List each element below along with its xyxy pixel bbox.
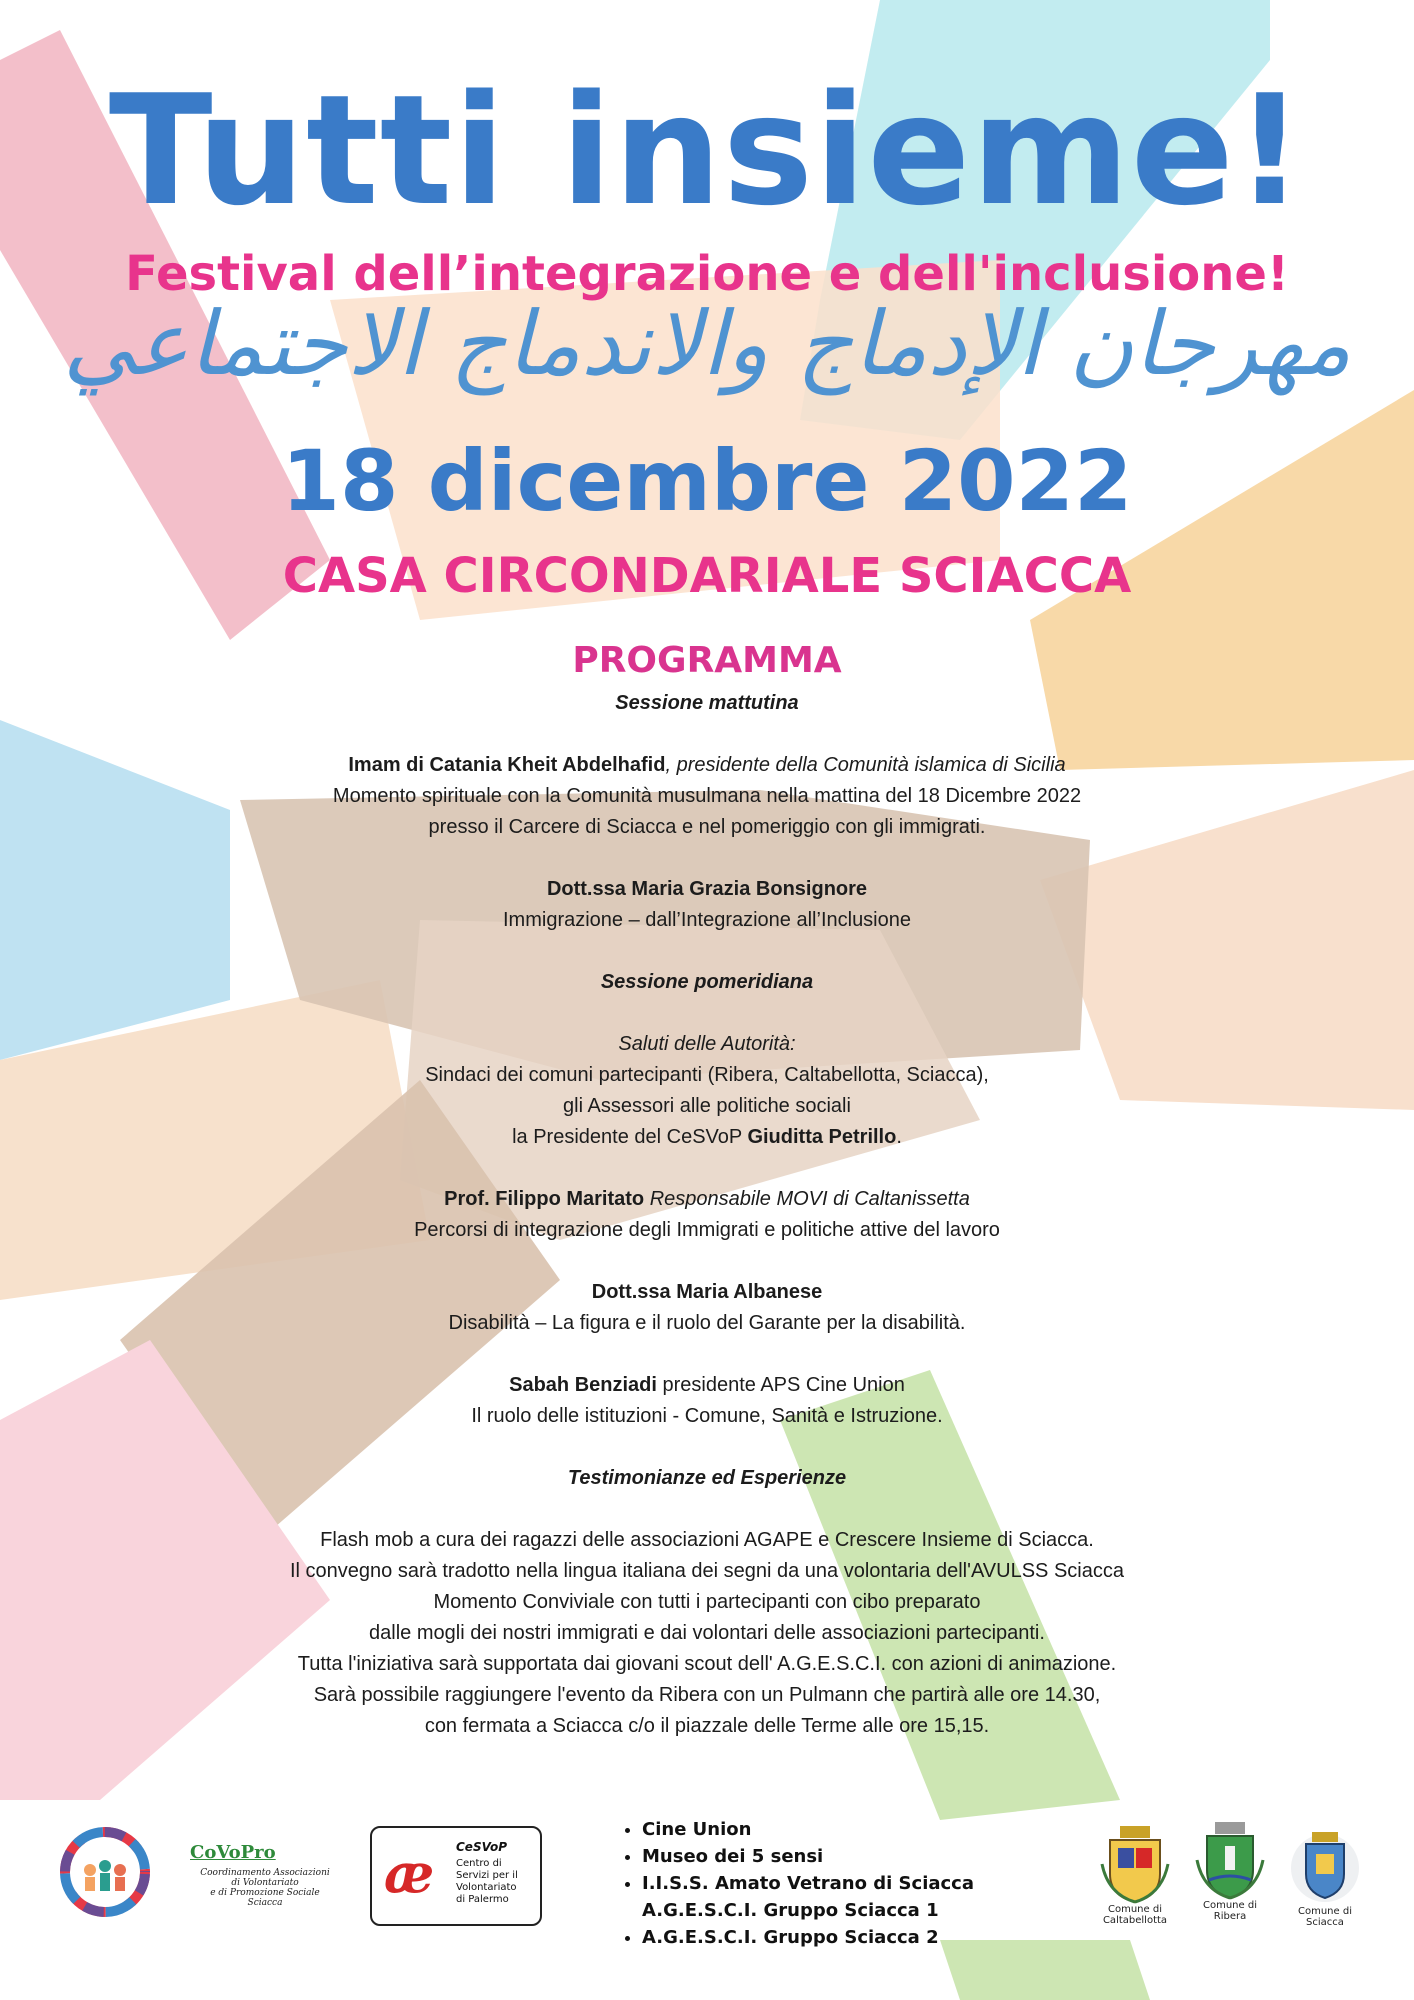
speaker1-line	[0, 750, 1414, 781]
testimonials-label: Testimonianze ed Esperienze	[567, 1467, 847, 1489]
speaker3-name: Prof. Filippo Maritato	[444, 1188, 645, 1210]
crest-sciacca	[1280, 1826, 1370, 1936]
cesvop-name: CeSVoP	[456, 1840, 508, 1854]
covopro-description	[170, 1868, 360, 1908]
testimonial-line: Tutta l'iniziativa sarà supportata dai giovani scout dell' A.G.E.S.C.I. con azioni di animazione.	[297, 1653, 1117, 1675]
partners-list	[620, 1816, 974, 1951]
speaker2-name: Dott.ssa Maria Grazia Bonsignore	[546, 878, 868, 900]
greetings-line-3	[0, 1122, 1414, 1153]
caltabellotta-label-1: Comune di	[1108, 1904, 1162, 1915]
covopro-logo	[50, 1822, 330, 1922]
testimonial-line: Momento Conviviale con tutti i partecipanti con cibo preparato	[433, 1591, 981, 1613]
afternoon-session-label: Sessione pomeridiana	[600, 971, 814, 993]
partner-item: A.G.E.S.C.I. Gruppo Sciacca 1	[642, 1900, 939, 1921]
cesvop-desc-line: di Palermo	[456, 1894, 509, 1905]
greetings-line-2: gli Assessori alle politiche sociali	[563, 1095, 851, 1117]
sciacca-label-2: Sciacca	[1306, 1917, 1344, 1928]
speaker5-topic: Il ruolo delle istituzioni - Comune, Sanità e Istruzione.	[471, 1405, 943, 1427]
covopro-desc-line: e di Promozione Sociale	[210, 1888, 320, 1898]
greetings-line-1: Sindaci dei comuni partecipanti (Ribera, Caltabellotta, Sciacca),	[425, 1064, 989, 1086]
speaker1-description: Momento spirituale con la Comunità musulmana nella mattina del 18 Dicembre 2022	[332, 785, 1082, 807]
testimonial-line: Sarà possibile raggiungere l'evento da Ribera con un Pulmann che partirà alle ore 14.30,	[313, 1684, 1101, 1706]
speaker4-topic: Disabilità – La figura e il ruolo del Garante per la disabilità.	[448, 1312, 966, 1334]
sciacca-crest-icon	[1290, 1826, 1360, 1906]
speaker5-name: Sabah Benziadi	[509, 1374, 657, 1396]
crest-caltabellotta	[1090, 1824, 1180, 1934]
testimonial-line: Il convegno sarà tradotto nella lingua italiana dei segni da una volontaria dell'AVULSS Sciacca	[290, 1560, 1124, 1582]
partner-item: • I.I.S.S. Amato Vetrano di Sciacca	[642, 1870, 974, 1897]
testimonial-line: dalle mogli dei nostri immigrati e dai volontari delle associazioni partecipanti.	[369, 1622, 1045, 1644]
cesvop-desc-line: Centro di	[456, 1858, 502, 1869]
event-venue: CASA CIRCONDARIALE SCIACCA	[282, 548, 1132, 604]
covopro-desc-line: di Volontariato	[231, 1878, 299, 1888]
speaker1-description-2: presso il Carcere di Sciacca e nel pomeriggio con gli immigrati.	[428, 816, 986, 838]
speaker3-line	[0, 1184, 1414, 1215]
program-heading: PROGRAMMA	[572, 640, 842, 681]
greetings-line-3-prefix: la Presidente del CeSVoP	[512, 1126, 748, 1148]
covopro-desc-line: Sciacca	[247, 1898, 283, 1908]
testimonial-line: Flash mob a cura dei ragazzi delle associazioni AGAPE e Crescere Insieme di Sciacca.	[320, 1529, 1094, 1551]
poster-title: Tutti insieme!	[108, 62, 1306, 239]
speaker5-role: presidente APS Cine Union	[656, 1374, 905, 1396]
ribera-label-2: Ribera	[1213, 1911, 1247, 1922]
caltabellotta-label-2: Caltabellotta	[1102, 1915, 1168, 1926]
caltabellotta-crest-icon	[1100, 1824, 1170, 1904]
covopro-ring-icon	[50, 1822, 160, 1922]
speaker4-name: Dott.ssa Maria Albanese	[591, 1281, 823, 1303]
ribera-label-1: Comune di	[1203, 1900, 1257, 1911]
speaker1-role: , presidente della Comunità islamica di Sicilia	[665, 754, 1066, 776]
sciacca-label-1: Comune di	[1298, 1906, 1352, 1917]
cesvop-mark-icon: æ	[384, 1841, 435, 1905]
crest-ribera	[1185, 1820, 1275, 1930]
partner-item: • Cine Union	[642, 1816, 974, 1843]
event-date: 18 dicembre 2022	[281, 432, 1133, 530]
poster-subtitle: Festival dell’integrazione e dell'inclusione!	[125, 246, 1289, 302]
ribera-crest-icon	[1195, 1820, 1265, 1900]
covopro-desc-line: Coordinamento Associazioni	[200, 1868, 330, 1878]
partner-item: • Museo dei 5 sensi	[642, 1843, 974, 1870]
cesvop-logo	[370, 1826, 542, 1926]
speaker1-name: Imam di Catania Kheit Abdelhafid	[348, 754, 666, 776]
speaker5-line	[0, 1370, 1414, 1401]
greetings-label: Saluti delle Autorità:	[618, 1033, 796, 1055]
testimonial-line: con fermata a Sciacca c/o il piazzale delle Terme alle ore 15,15.	[424, 1715, 990, 1737]
arabic-title: مهرجان الإدماج والاندماج الاجتماعي	[62, 292, 1352, 395]
morning-session-label: Sessione mattutina	[615, 692, 799, 714]
greetings-line-3-suffix: .	[896, 1126, 902, 1148]
greetings-president-name: Giuditta Petrillo	[747, 1126, 897, 1148]
cesvop-desc-line: Volontariato	[456, 1882, 517, 1893]
speaker2-topic: Immigrazione – dall’Integrazione all’Inclusione	[503, 909, 911, 931]
footer	[0, 1800, 1414, 2000]
partner-item: • A.G.E.S.C.I. Gruppo Sciacca 2	[642, 1924, 974, 1951]
covopro-name: CoVoPro	[190, 1842, 276, 1863]
cesvop-desc-line: Servizi per il	[456, 1870, 518, 1881]
speaker3-role: Responsabile MOVI di Caltanissetta	[644, 1188, 970, 1210]
speaker3-topic: Percorsi di integrazione degli Immigrati e politiche attive del lavoro	[414, 1219, 1000, 1241]
program-body	[0, 688, 1414, 1742]
cesvop-description	[456, 1858, 518, 1906]
